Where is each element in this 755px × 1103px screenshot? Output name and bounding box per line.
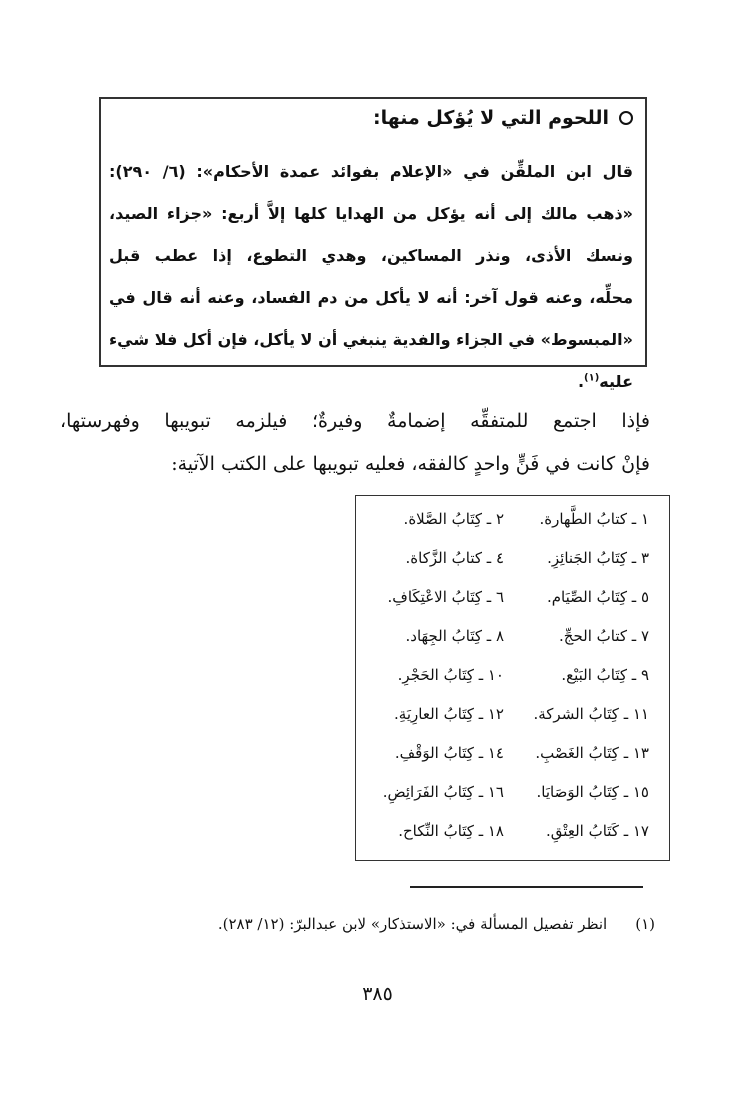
book-item: ٦ ـ كِتَابُ الاعْتِكَافِ. (387, 588, 504, 606)
book-item: ٢ ـ كِتَابُ الصَّلاة. (403, 510, 504, 528)
footnote (218, 915, 655, 933)
book-item: ٩ ـ كِتَابُ البَيْع. (561, 666, 649, 684)
book-item: ١٨ ـ كِتَابُ النِّكاح. (398, 822, 504, 840)
quote-line: قال ابن الملقِّن في «الإعلام بفوائد عمدة الأحكام»: (٦/ ٢٩٠): (109, 162, 633, 181)
books-row (371, 696, 649, 732)
books-row (371, 774, 649, 810)
circle-bullet-icon (619, 111, 633, 125)
books-list-box (355, 495, 670, 861)
book-item: ١٤ ـ كِتَابُ الوَقْفِ. (394, 744, 504, 762)
quote-box (99, 97, 647, 391)
paragraph-line-1: فإذا اجتمع للمتفقِّه إضمامةٌ وفيرةٌ؛ فيلزمه تبويبها وفهرستها، (60, 410, 650, 432)
book-item: ٧ ـ كتابُ الحجِّ. (559, 627, 649, 645)
book-item: ١١ ـ كِتَابُ الشركة. (533, 705, 649, 723)
book-item: ١٧ ـ كَتَابُ العِتْقِ. (546, 822, 649, 840)
quote-end-mark: . (577, 372, 585, 391)
books-row (371, 618, 649, 654)
book-item: ٨ ـ كِتَابُ الجِهَاد. (405, 627, 504, 645)
box-heading-text: اللحوم التي لا يُؤكل منها: (372, 107, 609, 129)
book-item: ١٢ ـ كِتَابُ العارِيَةِ. (394, 705, 504, 723)
quote-line: محلِّه، وعنه قول آخر: أنه لا يأكل من دم الفساد، وعنه أنه قال في (109, 288, 633, 307)
footnote-separator (410, 886, 643, 888)
footnote-number: (١) (635, 915, 655, 933)
quote-line-last (109, 361, 633, 403)
book-item: ٤ ـ كتابُ الزَّكاة. (405, 549, 504, 567)
footnote-reference: (١) (584, 372, 600, 384)
books-row (371, 540, 649, 576)
book-item: ١٥ ـ كِتَابُ الوَصَايَا. (536, 783, 649, 801)
book-item: ٣ ـ كِتَابُ الجَنائِزِ. (547, 549, 649, 567)
books-row (371, 735, 649, 771)
box-heading (373, 107, 633, 129)
books-row (371, 579, 649, 615)
book-item: ١٠ ـ كِتَابُ الحَجْرِ. (397, 666, 504, 684)
quote-line: ونسك الأذى، ونذر المساكين، وهدي التطوع، إذا عطب قبل (109, 246, 633, 265)
book-item: ٥ ـ كِتَابُ الصِّيَام. (546, 588, 649, 606)
quote-line: «المبسوط» في الجزاء والفدية ينبغي أن لا يأكل، فإن أكل فلا شيء (109, 330, 633, 349)
quote-line: «ذهب مالك إلى أنه يؤكل من الهدايا كلها إلاَّ أربع: «جزاء الصيد، (109, 204, 633, 223)
footnote-text: انظر تفصيل المسألة في: «الاستذكار» لابن عبدالبرّ: (١٢/ ٢٨٣). (217, 915, 608, 933)
page-number: ٣٨٥ (362, 983, 393, 1005)
book-item: ١٦ ـ كِتَابُ الفَرَائِضِ. (382, 783, 504, 801)
book-item: ١ ـ كتابُ الطَّهارة. (539, 510, 649, 528)
quote-text (109, 151, 633, 403)
books-row (371, 501, 649, 537)
paragraph-line-2: فإنْ كانت في فَنٍّ واحدٍ كالفقه، فعليه تبويبها على الكتب الآتية: (171, 453, 650, 475)
quote-last-word: عليه (599, 372, 633, 391)
books-row (371, 813, 649, 849)
books-row (371, 657, 649, 693)
book-item: ١٣ ـ كِتَابُ الغَصْبِ. (535, 744, 649, 762)
